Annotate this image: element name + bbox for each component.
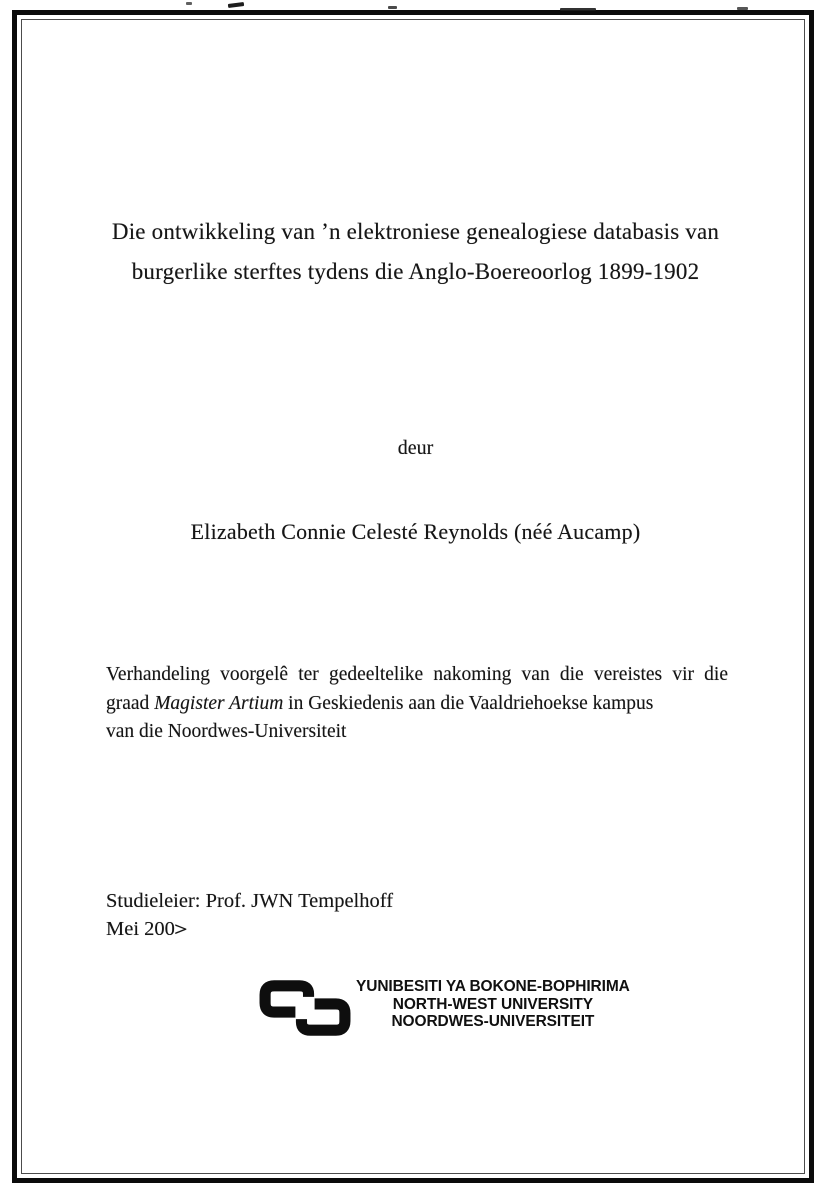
supervisor-block — [106, 887, 393, 943]
thesis-title-line2: burgerlike sterftes tydens die Anglo-Boereoorlog 1899-1902 — [131, 259, 700, 284]
date-seven-glyph: > — [174, 919, 188, 941]
scan-artifact — [228, 2, 244, 8]
degree-statement-line3: van die Noordwes-Universiteit — [106, 721, 347, 742]
degree-statement-line2 — [106, 690, 728, 719]
university-name-english: NORTH-WEST UNIVERSITY — [392, 995, 593, 1013]
nwu-chain-logo-icon — [257, 974, 353, 1042]
date-line — [106, 915, 393, 943]
thesis-title — [60, 212, 771, 292]
thesis-title-line1: Die ontwikkeling van ’n elektroniese genealogiese databasis van — [111, 219, 720, 244]
degree-statement-line1: Verhandeling voorgelê ter gedeeltelike nakoming van die vereistes vir die — [106, 664, 728, 685]
scan-artifact — [388, 6, 397, 9]
scan-artifact — [737, 7, 748, 10]
date-text: Mei 200 — [106, 918, 175, 940]
author-name: Elizabeth Connie Celesté Reynolds (néé Aucamp) — [190, 519, 641, 544]
university-logo-block — [257, 974, 630, 1042]
degree-statement-line2-post: in Geskiedenis aan die Vaaldriehoekse kampus — [283, 692, 654, 714]
degree-statement — [106, 661, 728, 747]
scan-artifact — [186, 2, 192, 5]
degree-name-italic: Magister Artium — [154, 692, 284, 714]
degree-statement-line2-pre: graad — [106, 692, 155, 714]
byline-label: deur — [397, 437, 434, 459]
university-name-setswana: YUNIBESITI YA BOKONE-BOPHIRIMA — [356, 978, 630, 995]
university-logo-text — [356, 978, 630, 1031]
university-name-afrikaans: NOORDWES-UNIVERSITEIT — [391, 1013, 595, 1030]
supervisor-line: Studieleier: Prof. JWN Tempelhoff — [106, 890, 394, 912]
scan-artifact — [560, 8, 596, 11]
